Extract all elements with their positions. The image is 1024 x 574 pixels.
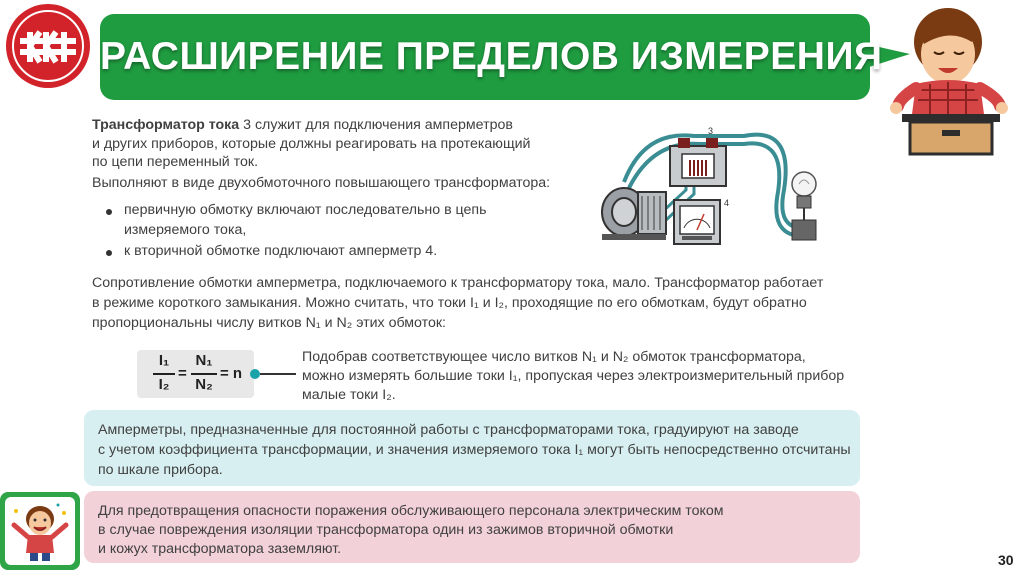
diagram-label-4: 4 xyxy=(724,198,730,208)
intro-line-1 xyxy=(92,116,513,135)
warning-line-1: Для предотвращения опасности поражения обслуживающего персонала электрическим током xyxy=(98,503,724,519)
railway-logo-icon xyxy=(6,4,90,88)
warning-line-3: и кожух трансформатора заземляют. xyxy=(98,541,342,557)
intro-line-2: и других приборов, которые должны реагировать на протекающий xyxy=(92,136,531,152)
diagram-label-3: 3 xyxy=(708,126,714,136)
formula-note-line-3: малые токи I₂. xyxy=(302,387,396,403)
transformer-icon xyxy=(670,138,726,186)
formula-note-line-2: можно измерять большие токи I₁, пропуская через электроизмерительный прибор xyxy=(302,368,845,384)
formula-equals-n: = n xyxy=(220,365,243,382)
paragraph-line-2: в режиме короткого замыкания. Можно считать, что токи I₁ и I₂, проходящие по его обмоткам, будут обратно xyxy=(92,295,807,311)
bullet-dot xyxy=(106,209,112,215)
connector-dot xyxy=(250,369,260,379)
motor-icon xyxy=(602,188,666,240)
intro-line-1-rest: 3 служит для подключения амперметров xyxy=(239,117,513,133)
formula-i1: I₁ xyxy=(158,352,170,369)
info-line-1: Амперметры, предназначенные для постоянной работы с трансформаторами тока, градуируют на заводе xyxy=(98,422,799,438)
intro-line-4: Выполняют в виде двухобмоточного повышающего трансформатора: xyxy=(92,175,551,191)
presenter-boy-icon xyxy=(880,2,1020,158)
fraction-line xyxy=(153,373,175,375)
connector-line xyxy=(260,373,296,375)
bullet-2-line-1: к вторичной обмотке подключают амперметр 4. xyxy=(124,243,438,259)
intro-line-3: по цепи переменный ток. xyxy=(92,154,259,170)
formula-note-line-1: Подобрав соответствующее число витков N₁ и N₂ обмоток трансформатора, xyxy=(302,349,806,365)
company-logo xyxy=(6,4,90,88)
formula-equals: = xyxy=(178,365,187,382)
fraction-line xyxy=(191,373,217,375)
bullet-dot xyxy=(106,250,112,256)
formula-n1: N₁ xyxy=(195,352,213,369)
paragraph-line-3: пропорциональны числу витков N₁ и N₂ этих обмоток: xyxy=(92,315,446,331)
warning-line-2: в случае повреждения изоляции трансформатора один из зажимов вторичной обмотки xyxy=(98,522,674,538)
formula-n2: N₂ xyxy=(195,376,213,393)
paragraph-line-1: Сопротивление обмотки амперметра, подключаемого к трансформатору тока, мало. Трансформатор работает xyxy=(92,275,824,291)
term-current-transformer: Трансформатор тока xyxy=(92,117,240,133)
bullet-1-line-1: первичную обмотку включают последовательно в цепь xyxy=(124,202,487,218)
current-transformer-diagram xyxy=(594,120,834,255)
ammeter-icon xyxy=(674,200,720,244)
happy-boy-icon xyxy=(8,499,72,563)
info-line-2: с учетом коэффициента трансформации, и значения измеряемого тока I₁ могут быть непосредственно отсчитаны xyxy=(98,442,851,458)
page-number: 30 xyxy=(998,552,1014,568)
page-title: РАСШИРЕНИЕ ПРЕДЕЛОВ ИЗМЕРЕНИЯ xyxy=(100,35,883,78)
info-line-3: по шкале прибора. xyxy=(98,462,223,478)
bullet-1-line-2: измеряемого тока, xyxy=(124,222,247,238)
light-bulb-icon xyxy=(792,172,816,240)
formula-i2: I₂ xyxy=(158,376,170,393)
